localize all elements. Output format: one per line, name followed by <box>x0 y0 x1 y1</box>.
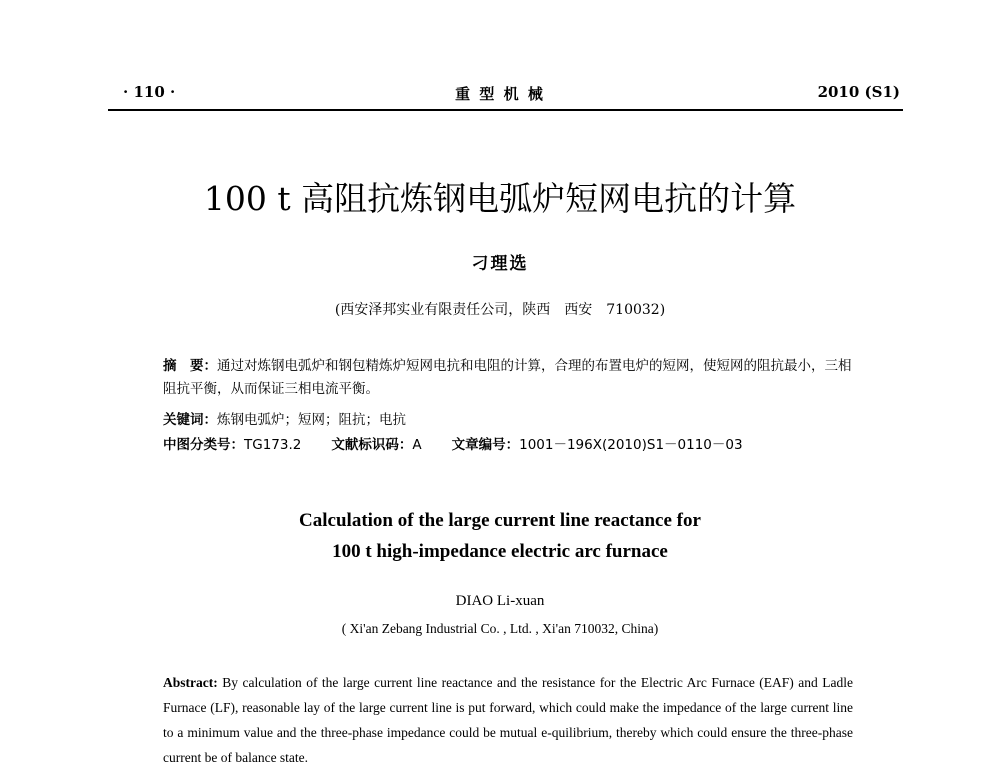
header-rule <box>108 109 903 111</box>
affiliation-chinese: (西安泽邦实业有限责任公司，陕西 西安 710032) <box>334 302 666 318</box>
doc-code-label: 文献标识码： <box>331 437 413 453</box>
doc-code-value: A <box>412 437 422 453</box>
keywords-chinese <box>163 409 853 432</box>
classification-info <box>163 434 853 457</box>
author-chinese: 刁理选 <box>471 254 529 274</box>
abstract-chinese <box>163 355 853 401</box>
clc-value: TG173.2 <box>244 437 302 453</box>
abstract-english-text: By calculation of the large current line reactance and the resistance for the Electric Arc Furnace (EAF) and Ladle Furnace (LF), reasonable lay of the large current line is put forward, which could make the impedance of the large current line to a minimum value and the three-phase impedance could be mutual e-quilibrium, thereby which could ensure the three-phase current be of balance state. <box>163 675 854 765</box>
author-english: DIAO Li-xuan <box>455 593 545 609</box>
issue-number: 2010 (S1) <box>817 83 900 101</box>
keywords-text: 炼钢电弧炉；短网；阻抗；电抗 <box>217 412 406 428</box>
title-english-line-1: Calculation of the large current line reactance for <box>299 510 701 531</box>
abstract-english-label: Abstract: <box>163 675 218 690</box>
title-chinese: 100 t 高阻抗炼钢电弧炉短网电抗的计算 <box>203 179 797 218</box>
page-number: · 110 · <box>123 83 176 101</box>
affiliation-english: ( Xi'an Zebang Industrial Co. , Ltd. , Xi'an 710032, China) <box>341 621 659 636</box>
clc-label: 中图分类号： <box>163 437 244 453</box>
title-english-line-2: 100 t high-impedance electric arc furnace <box>332 541 668 562</box>
abstract-chinese-text: 通过对炼钢电弧炉和钢包精炼炉短网电抗和电阻的计算，合理的布置电炉的短网，使短网的阻抗最小，三相阻抗平衡，从而保证三相电流平衡。 <box>163 358 852 397</box>
abstract-english <box>163 670 853 770</box>
journal-name: 重 型 机 械 <box>455 85 545 103</box>
abstract-chinese-label: 摘 要： <box>163 358 217 374</box>
article-number-value: 1001－196X(2010)S1－0110－03 <box>519 437 743 453</box>
article-number-label: 文章编号： <box>451 437 520 453</box>
keywords-label: 关键词： <box>163 412 217 428</box>
